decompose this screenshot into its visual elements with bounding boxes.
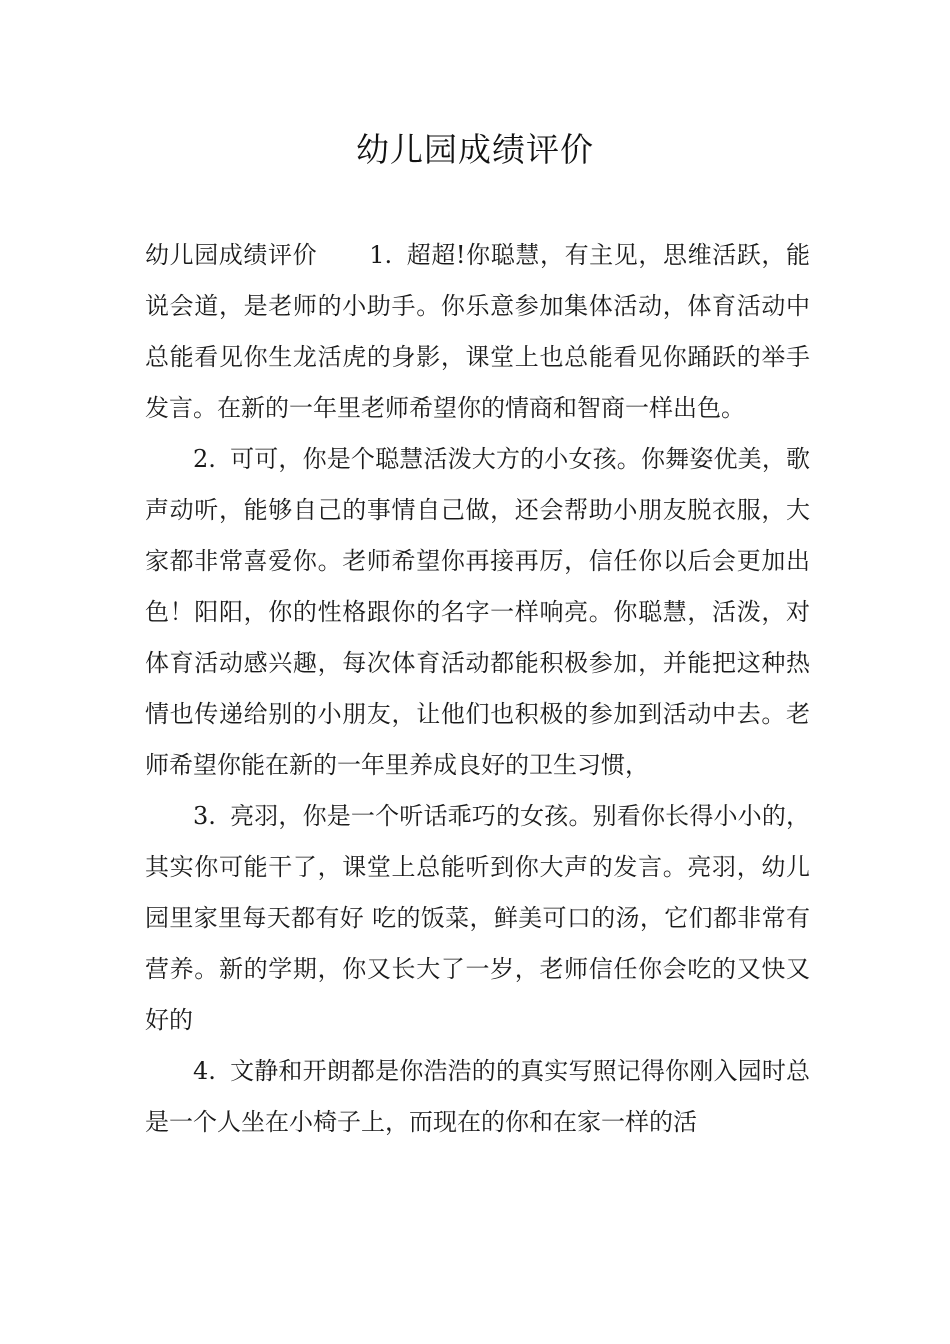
paragraph-2: [145, 434, 810, 791]
paragraph-3: [145, 791, 810, 1046]
paragraph-3-text: 亮羽，你是一个听话乖巧的女孩。别看你长得小小的，其实你可能干了，课堂上总能听到你大声的发言。亮羽，幼儿园里家里每天都有好 吃的饭菜，鲜美可口的汤，它们都非常有营养。新的学期，你又长大了一岁，老师信任你会吃的又快又好的: [145, 802, 810, 1034]
paragraph-3-number: 3.: [193, 802, 216, 830]
paragraph-2-text: 可可，你是个聪慧活泼大方的小女孩。你舞姿优美，歌声动听，能够自己的事情自己做，还会帮助小朋友脱衣服，大家都非常喜爱你。老师希望你再接再厉，信任你以后会更加出色！阳阳，你的性格跟你的名字一样响亮。你聪慧，活泼，对体育活动感兴趣，每次体育活动都能积极参加，并能把这种热情也传递给别的小朋友，让他们也积极的参加到活动中去。老师希望你能在新的一年里养成良好的卫生习惯，: [145, 445, 810, 779]
paragraph-2-number: 2.: [193, 445, 216, 473]
paragraph-1: [145, 230, 810, 434]
paragraph-4-number: 4.: [193, 1057, 216, 1085]
paragraph-4-text: 文静和开朗都是你浩浩的的真实写照记得你刚入园时总是一个人坐在小椅子上，而现在的你和在家一样的活: [145, 1057, 810, 1136]
paragraph-1-number: 1.: [369, 241, 393, 269]
document-title: 幼儿园成绩评价: [356, 130, 594, 169]
lead-heading: 幼儿园成绩评价: [145, 241, 318, 269]
document-body: [145, 230, 810, 1148]
paragraph-1-text: 超超!你聪慧，有主见，思维活跃，能说会道，是老师的小助手。你乐意参加集体活动，体育活动中总能看见你生龙活虎的身影，课堂上也总能看见你踊跃的举手发言。在新的一年里老师希望你的情商和智商一样出色。: [145, 241, 810, 422]
paragraph-4: [145, 1046, 810, 1148]
